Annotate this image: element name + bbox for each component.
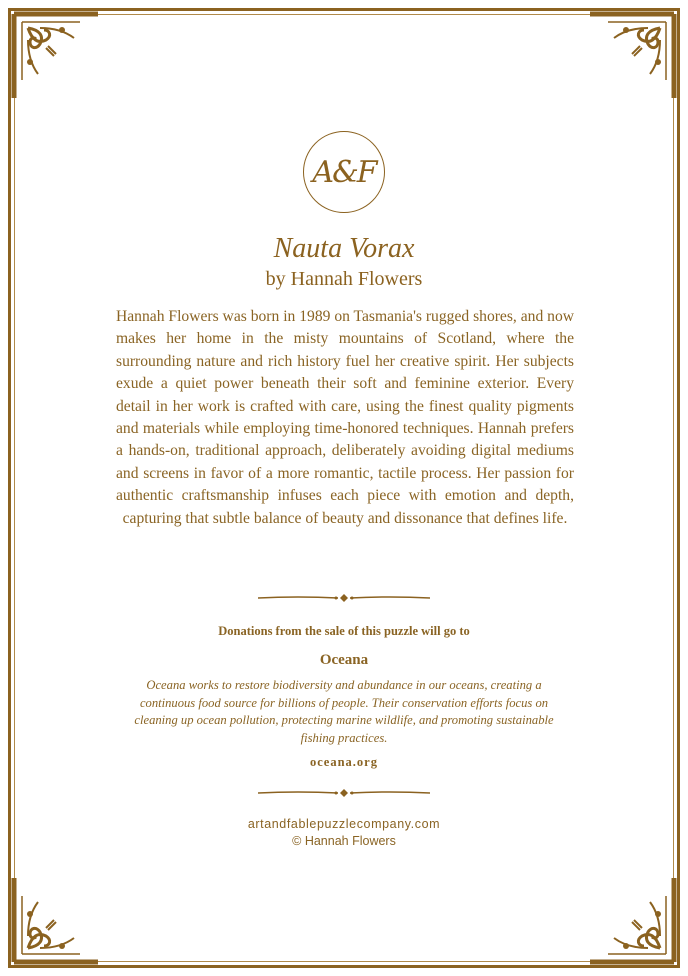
puzzle-title: Nauta Vorax (273, 233, 415, 264)
charity-url: oceana.org (310, 755, 378, 769)
ornament-divider-icon (258, 593, 430, 603)
company-website: artandfablepuzzlecompany.com (247, 817, 441, 831)
art-and-fable-monogram-icon (303, 131, 385, 213)
charity-description: Oceana works to restore biodiversity and abundance in our oceans, creating a continuous food source for billions of people. Their conservation efforts focus on cleaning up ocean pollution, protecting marine wildlife, and promoting sustainable fishing practices. (134, 678, 554, 745)
artist-bio: Hannah Flowers was born in 1989 on Tasmania's rugged shores, and now makes her home in the misty mountains of Scotland, where the surrounding nature and rich history fuel her creative spirit. Her subjects exude a quiet power beneath their soft and feminine exterior. Every detail in her work is crafted with care, using the finest quality pigments and materials while employing time-honored techniques. Hannah prefers a hands-on, traditional approach, deliberately avoiding digital mediums and screens in favor of a more romantic, tactile process. Her passion for authentic craftsmanship infuses each piece with emotion and depth, capturing that subtle balance of beauty and dissonance that defines life. (116, 308, 574, 527)
donation-label: Donations from the sale of this puzzle will go to (218, 624, 470, 638)
charity-name: Oceana (319, 652, 369, 668)
logo-monogram: A&F (312, 154, 376, 190)
copyright-notice: © Hannah Flowers (292, 834, 396, 848)
ornament-divider-icon (258, 788, 430, 798)
artist-byline: by Hannah Flowers (265, 268, 423, 290)
